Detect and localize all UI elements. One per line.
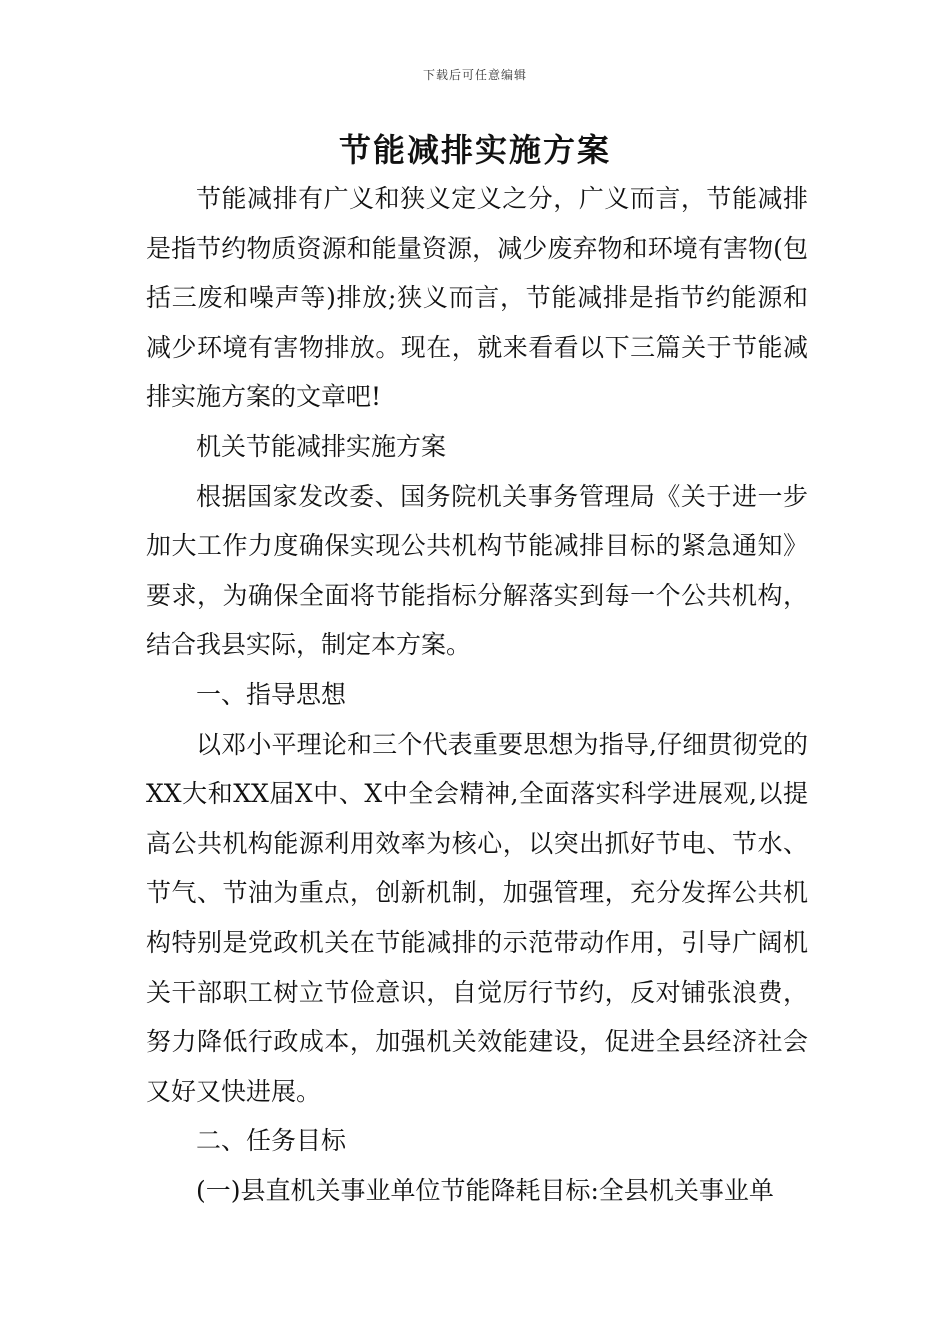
header-note: 下载后可任意编辑 — [422, 68, 527, 82]
heading-guiding-ideology: 一、指导思想 — [196, 679, 347, 709]
heading-task-goals: 二、任务目标 — [196, 1126, 347, 1156]
paragraph-guiding-ideology: 以邓小平理论和三个代表重要思想为指导,仔细贯彻党的XX大和XX届X中、X中全会精神,全面落实科学进展观,以提高公共机构能源利用效率为核心，以突出抓好节电、节水、节气、节油为重点，创新机制，加强管理，充分发挥公共机构特别是党政机关在节能减排的示范带动作用，引导广阔机关干部职工树立节俭意识，自觉厉行节约，反对铺张浪费，努力降低行政成本，加强机关效能建设，促进全县经济社会又好又快进展。 — [146, 729, 808, 1106]
paragraph-task-goals: (一)县直机关事业单位节能降耗目标:全县机关事业单 — [196, 1175, 774, 1205]
document-title: 节能减排实施方案 — [338, 131, 611, 169]
paragraph-basis: 根据国家发改委、国务院机关事务管理局《关于进一步加大工作力度确保实现公共机构节能减排目标的紧急通知》要求，为确保全面将节能指标分解落实到每一个公共机构，结合我县实际，制定本方案。 — [146, 481, 808, 660]
document-body — [146, 174, 808, 1215]
section-title: 机关节能减排实施方案 — [196, 431, 447, 461]
paragraph-intro: 节能减排有广义和狭义定义之分，广义而言，节能减排是指节约物质资源和能量资源，减少废弃物和环境有害物(包括三废和噪声等)排放;狭义而言，节能减排是指节约能源和减少环境有害物排放。现在，就来看看以下三篇关于节能减排实施方案的文章吧! — [146, 184, 808, 412]
